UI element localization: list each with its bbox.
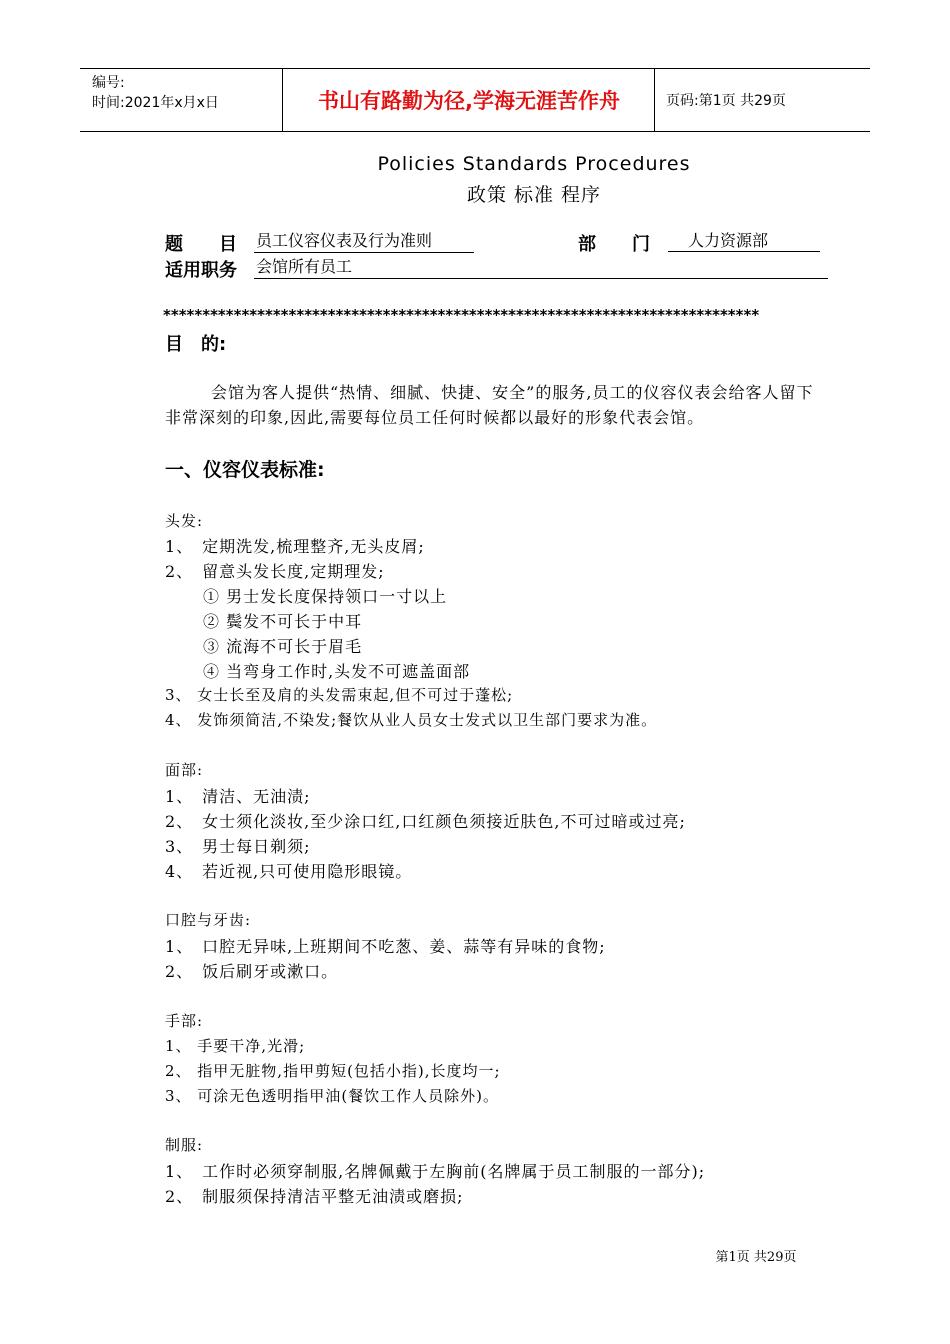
title-english: Policies Standards Procedures <box>377 153 691 175</box>
purpose-heading: 目 的: <box>165 334 227 355</box>
dept-label: 部 门 <box>578 234 650 255</box>
list-item: 1、 定期洗发,梳理整齐,无头皮屑; <box>165 537 425 556</box>
list-item: 1、 工作时必须穿制服,名牌佩戴于左胸前(名牌属于员工制服的一部分); <box>165 1162 706 1181</box>
header-page-info: 页码:第1页 共29页 <box>666 93 786 109</box>
number-label: 编号: <box>92 75 125 91</box>
list-item: 2、 女士须化淡妆,至少涂口红,口红颜色须接近肤色,不可过暗或过亮; <box>165 812 686 831</box>
list-item: 2、 指甲无脏物,指甲剪短(包括小指),长度均一; <box>165 1062 501 1080</box>
section-heading: 一、仪容仪表标准: <box>165 459 325 481</box>
list-item: ③ 流海不可长于眉毛 <box>203 637 363 656</box>
subject-label: 题 目 <box>165 234 237 255</box>
mouth-title: 口腔与牙齿: <box>165 911 252 929</box>
header-motto: 书山有路勤为径,学海无涯苦作舟 <box>318 89 620 113</box>
list-item: 4、 发饰须简洁,不染发;餐饮从业人员女士发式以卫生部门要求为准。 <box>165 711 658 729</box>
dept-value: 人力资源部 <box>668 230 820 252</box>
list-item: 3、 可涂无色透明指甲油(餐饮工作人员除外)。 <box>165 1087 500 1105</box>
list-item: ② 鬓发不可长于中耳 <box>203 612 363 631</box>
header-left <box>92 73 219 113</box>
list-item: 1、 清洁、无油渍; <box>165 787 311 806</box>
list-item: 1、 口腔无异味,上班期间不吃葱、姜、蒜等有异味的食物; <box>165 937 606 956</box>
date-line: 时间:2021年x月x日 <box>92 95 219 111</box>
list-item: ① 男士发长度保持领口一寸以上 <box>203 587 448 606</box>
separator-line: **************************************************************************** <box>163 306 760 324</box>
list-item: 2、 饭后刷牙或漱口。 <box>165 962 339 981</box>
list-item: ④ 当弯身工作时,头发不可遮盖面部 <box>203 662 471 681</box>
page-footer: 第1页 共29页 <box>715 1250 797 1265</box>
title-chinese: 政策 标准 程序 <box>466 184 602 206</box>
page-header <box>80 68 870 132</box>
list-item: 4、 若近视,只可使用隐形眼镜。 <box>165 862 413 881</box>
hair-title: 头发: <box>165 512 204 530</box>
list-item: 1、 手要干净,光滑; <box>165 1037 306 1055</box>
uniform-title: 制服: <box>165 1136 204 1154</box>
list-item: 3、 女士长至及肩的头发需束起,但不可过于蓬松; <box>165 686 514 704</box>
list-item: 3、 男士每日剃须; <box>165 837 311 856</box>
position-value: 会馆所有员工 <box>254 256 828 279</box>
purpose-paragraph-line2: 非常深刻的印象,因此,需要每位员工任何时候都以最好的形象代表会馆。 <box>165 408 705 427</box>
purpose-paragraph-line1: 会馆为客人提供“热情、细腻、快捷、安全”的服务,员工的仪容仪表会给客人留下 <box>211 383 814 402</box>
hands-title: 手部: <box>165 1012 204 1030</box>
position-label: 适用职务 <box>165 260 237 281</box>
list-item: 2、 留意头发长度,定期理发; <box>165 562 385 581</box>
subject-value: 员工仪容仪表及行为准则 <box>254 230 474 253</box>
face-title: 面部: <box>165 761 204 779</box>
list-item: 2、 制服须保持清洁平整无油渍或磨损; <box>165 1187 464 1206</box>
